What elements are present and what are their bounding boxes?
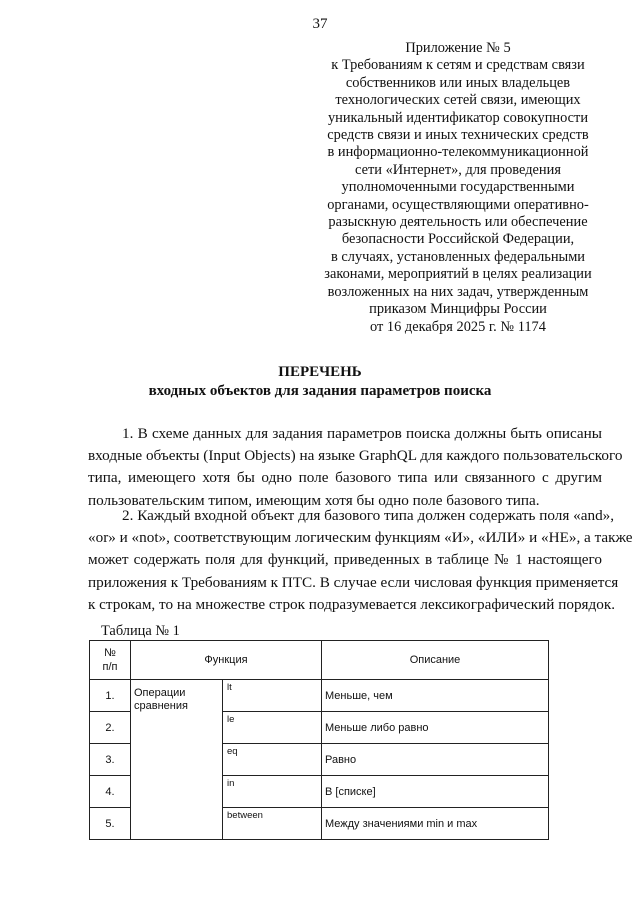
function-description: Между значениями min и max [322,808,549,840]
table-row [90,680,549,712]
header-number-line: № [104,647,116,659]
appendix-line: сети «Интернет», для проведения [355,161,561,178]
function-name: in [223,776,322,808]
paragraph-line: может содержать поля для функций, приведенных в таблице № 1 настоящего [88,551,602,569]
appendix-line: в случаях, установленных федеральными [330,248,586,265]
row-number: 2. [90,712,131,744]
function-name: lt [223,680,322,712]
paragraph-2 [88,505,633,616]
row-number: 4. [90,776,131,808]
functions-table [89,640,549,840]
paragraph-line: типа, имеющего хотя бы одно поле базового типа или связанного с другим [88,469,602,487]
function-name: between [223,808,322,840]
function-name: eq [223,744,322,776]
appendix-line: в информационно-телекоммуникационной [327,144,589,161]
header-function: Функция [131,641,322,680]
paragraph-line: 2. Каждый входной объект для базового типа должен содержать поля «and», [122,507,615,524]
row-number: 3. [90,744,131,776]
appendix-line: технологических сетей связи, имеющих [335,92,581,109]
appendix-line: возложенных на них задач, утвержденным [327,283,589,300]
paragraph-1 [88,423,623,512]
table-header-row [90,641,549,680]
appendix-line: Приложение № 5 [405,40,511,56]
appendix-line: безопасности Российской Федерации, [341,231,575,248]
function-description: В [списке] [322,776,549,808]
appendix-line: к Требованиям к сетям и средствам связи [331,57,585,74]
appendix-line: уполномоченными государственными [341,179,575,196]
paragraph-line: пользовательским типом, имеющим хотя бы одно поле базового типа. [88,491,540,509]
appendix-line: разыскную деятельность или обеспечение [328,214,588,231]
appendix-line: приказом Минцифры России [369,301,547,318]
table-caption: Таблица № 1 [101,623,180,639]
appendix-line: средств связи и иных технических средств [327,127,589,144]
function-name: le [223,712,322,744]
document-title [0,363,640,401]
appendix-block [308,40,608,336]
paragraph-line: 1. В схеме данных для задания параметров поиска должны быть описаны [122,425,602,442]
page-number: 37 [312,16,328,32]
appendix-line: уникальный идентификатор совокупности [327,109,589,126]
function-description: Меньше, чем [322,680,549,712]
header-number [90,641,131,680]
paragraph-line: «or» и «not», соответствующим логическим функциям «И», «ИЛИ» и «НЕ», а также [88,529,633,547]
row-number: 5. [90,808,131,840]
group-label: Операции сравнения [131,680,223,840]
appendix-line: законами, мероприятий в целях реализации [324,266,592,283]
appendix-line: органами, осуществляющими оперативно- [327,196,589,213]
title-subheading: входных объектов для задания параметров поиска [148,383,492,399]
header-number-line: п/п [102,661,118,673]
paragraph-line: приложения к Требованиям к ПТС. В случае если числовая функция применяется [88,573,619,591]
appendix-line: собственников или иных владельцев [345,74,571,91]
header-description: Описание [322,641,549,680]
title-heading: ПЕРЕЧЕНЬ [278,364,362,380]
row-number: 1. [90,680,131,712]
appendix-line: от 16 декабря 2025 г. № 1174 [370,318,546,335]
function-description: Равно [322,744,549,776]
function-description: Меньше либо равно [322,712,549,744]
paragraph-line: входные объекты (Input Objects) на языке GraphQL для каждого пользовательского [88,447,623,465]
paragraph-line: к строкам, то на множестве строк подразумевается лексикографический порядок. [88,595,616,613]
